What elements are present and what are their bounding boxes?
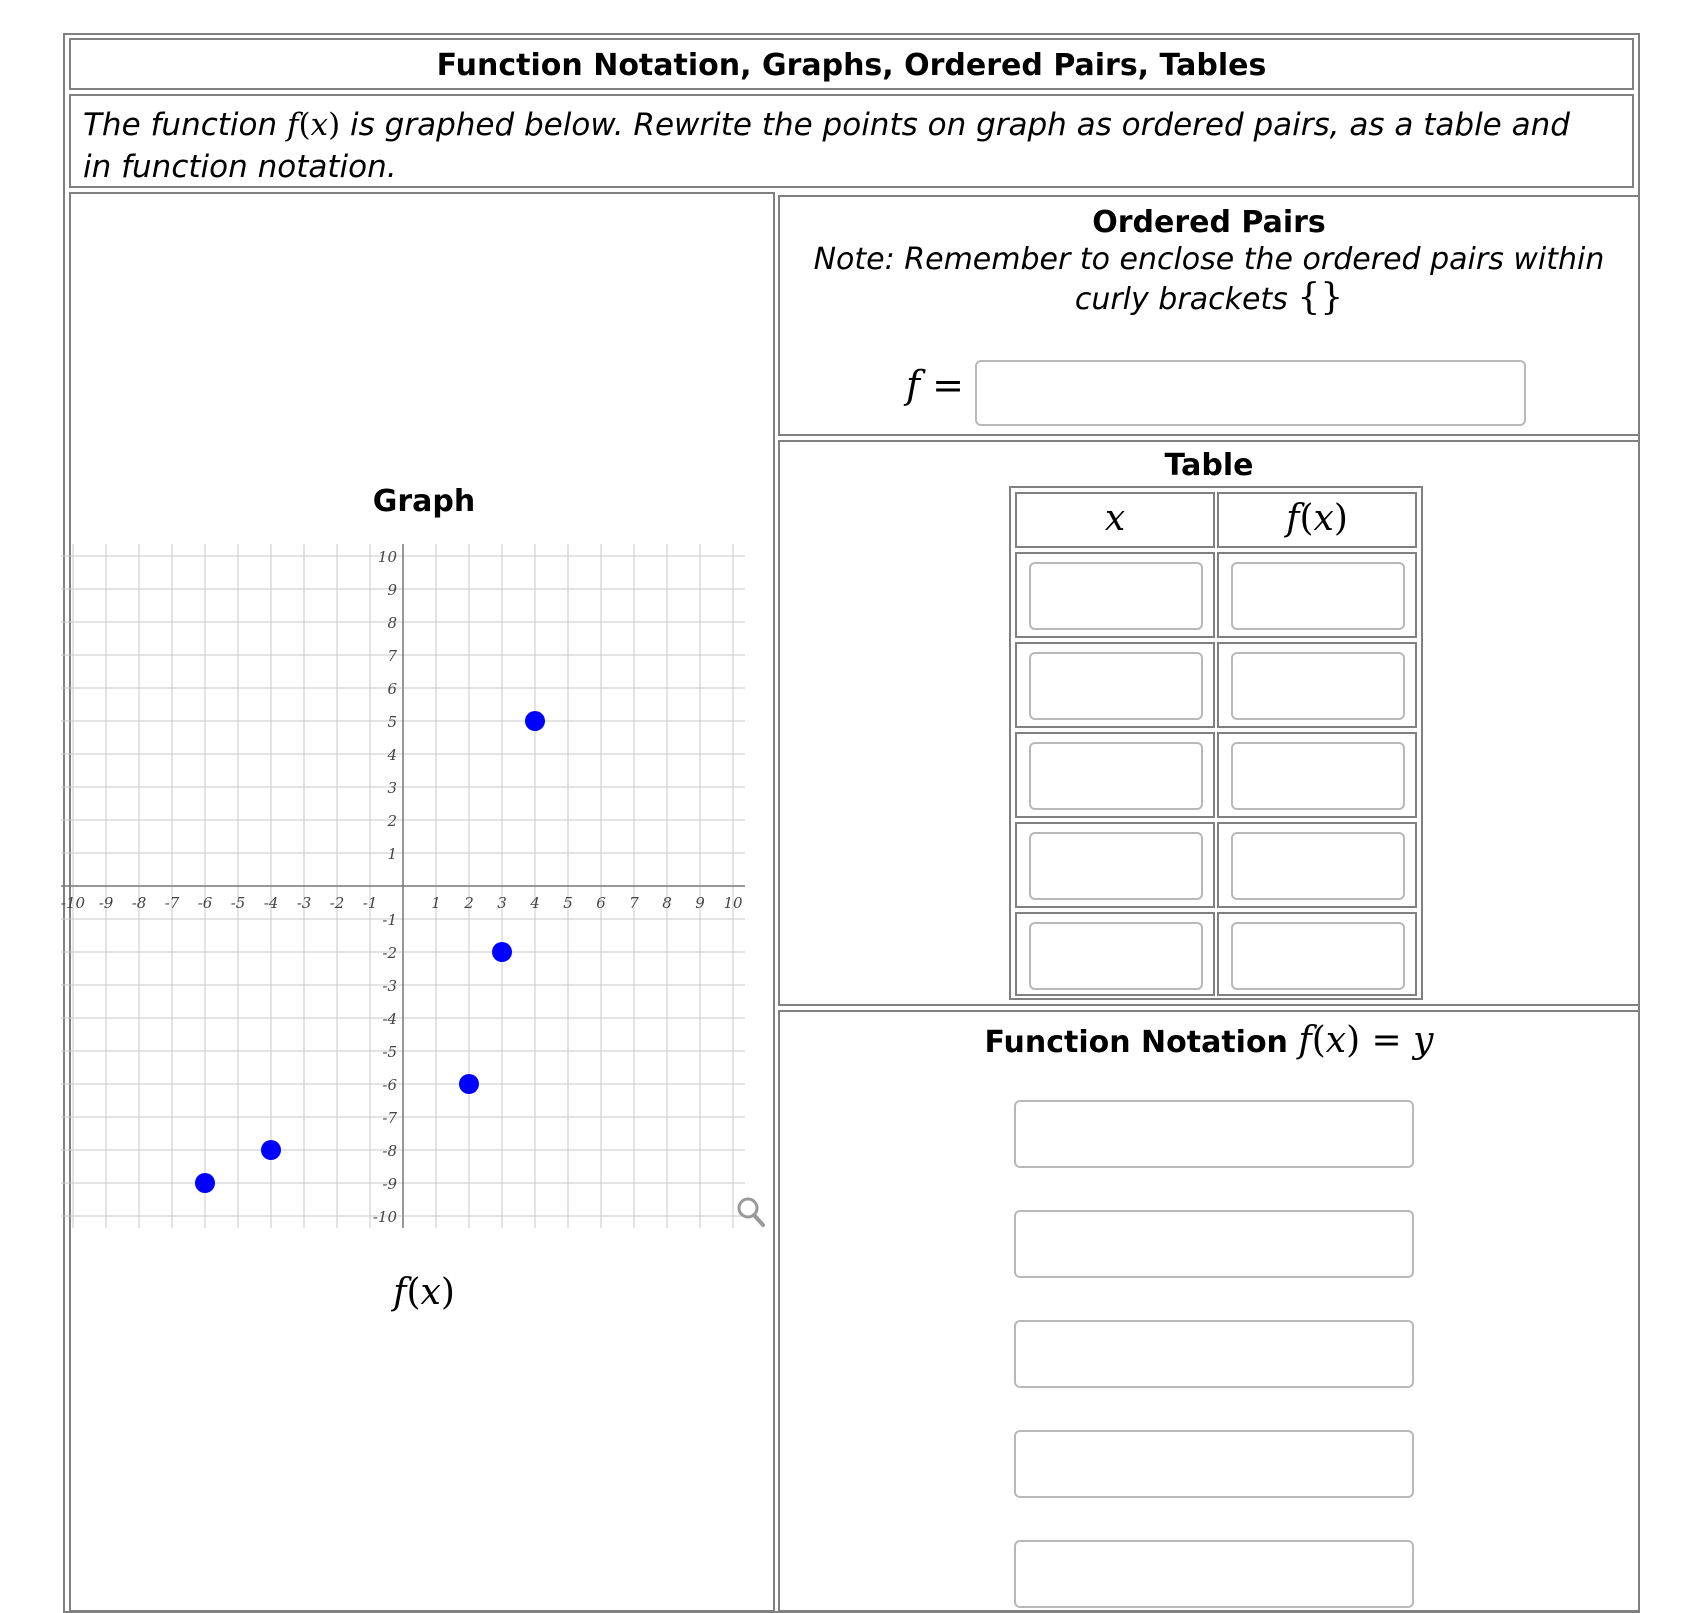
caption-open: ( — [406, 1272, 421, 1313]
table-header-x — [1015, 492, 1215, 548]
x-tick-label: -8 — [131, 894, 147, 912]
data-point — [459, 1074, 479, 1094]
table-row — [1015, 642, 1215, 728]
prompt-before: The function — [83, 107, 287, 143]
y-tick-label: 10 — [377, 548, 397, 566]
ordered-pairs-title: Ordered Pairs — [1092, 205, 1326, 240]
prompt-func: f — [287, 107, 299, 143]
prompt-cell — [69, 94, 1634, 188]
prompt-math — [287, 107, 340, 143]
graph-cell — [60, 192, 775, 1612]
prompt-var: x — [310, 107, 329, 143]
ordered-pairs-input[interactable] — [975, 360, 1526, 426]
x-tick-label: -5 — [230, 894, 246, 912]
table-row — [1217, 642, 1417, 728]
caption-func: f — [393, 1272, 407, 1313]
ordered-pairs-label — [906, 363, 964, 407]
x-tick-label: -4 — [263, 894, 279, 912]
y-tick-label: -8 — [382, 1142, 397, 1160]
table-row — [1217, 822, 1417, 908]
table-fx-input[interactable] — [1231, 742, 1405, 810]
prompt-after: is graphed below. Rewrite the points on graph as ordered pairs, as a table and in function notation. — [83, 107, 1570, 185]
table-row — [1217, 732, 1417, 818]
table-x-input[interactable] — [1029, 652, 1203, 720]
label-f: f — [906, 363, 921, 407]
prompt-close: ) — [328, 107, 341, 143]
page-title: Function Notation, Graphs, Ordered Pairs, Tables — [436, 48, 1267, 83]
header-fx-close: ) — [1333, 498, 1348, 539]
y-tick-label: -1 — [382, 911, 397, 929]
table-title: Table — [1164, 448, 1254, 483]
table-x-input[interactable] — [1029, 562, 1203, 630]
y-tick-label: 8 — [387, 614, 397, 632]
y-tick-label: 1 — [387, 845, 397, 863]
title-cell — [69, 38, 1634, 90]
x-tick-label: -1 — [362, 894, 378, 912]
y-tick-label: 3 — [387, 779, 397, 797]
ordered-pairs-cell — [778, 195, 1640, 436]
function-notation-title — [780, 1020, 1638, 1061]
function-notation-input[interactable] — [1014, 1320, 1414, 1388]
y-tick-label: 9 — [387, 581, 397, 599]
table-row — [1015, 822, 1215, 908]
y-tick-label: -3 — [382, 977, 397, 995]
table-header-fx — [1217, 492, 1417, 548]
x-tick-label: 7 — [629, 894, 639, 912]
x-tick-label: 8 — [662, 894, 672, 912]
table-cell — [778, 440, 1640, 1006]
fn-var: x — [1325, 1020, 1347, 1061]
magnifier-icon[interactable] — [739, 1199, 763, 1225]
fn-func: f — [1298, 1020, 1312, 1061]
x-tick-label: -3 — [296, 894, 312, 912]
x-tick-label: 4 — [530, 894, 540, 912]
prompt-text — [83, 104, 1602, 188]
table-fx-input[interactable] — [1231, 562, 1405, 630]
y-tick-label: 4 — [387, 746, 397, 764]
note-line2: curly brackets — [1074, 282, 1288, 317]
x-tick-label: 2 — [464, 894, 474, 912]
x-tick-label: 1 — [431, 894, 441, 912]
data-point — [525, 711, 545, 731]
x-tick-label: 3 — [497, 894, 507, 912]
x-tick-label: 6 — [596, 894, 606, 912]
x-tick-label: -2 — [329, 894, 345, 912]
note-line1: Note: Remember to enclose the ordered pairs within — [813, 242, 1605, 277]
fn-close: ) — [1346, 1020, 1361, 1061]
header-fx-var: x — [1313, 498, 1334, 539]
fn-equals: = — [1360, 1020, 1414, 1061]
header-fx-open: ( — [1299, 498, 1314, 539]
y-tick-label: -10 — [372, 1208, 397, 1226]
table-x-input[interactable] — [1029, 922, 1203, 990]
x-tick-label: -6 — [197, 894, 213, 912]
header-x-text: x — [1104, 498, 1126, 539]
value-table — [1009, 486, 1423, 1000]
table-row — [1015, 912, 1215, 996]
prompt-open: ( — [298, 107, 311, 143]
curly-brackets: {} — [1297, 277, 1344, 318]
y-tick-label: 5 — [387, 713, 397, 731]
y-tick-label: -9 — [382, 1175, 397, 1193]
x-tick-label: 5 — [563, 894, 573, 912]
data-point — [195, 1173, 215, 1193]
y-tick-label: 6 — [387, 680, 397, 698]
y-tick-label: -4 — [382, 1010, 397, 1028]
table-x-input[interactable] — [1029, 832, 1203, 900]
header-fx-func: f — [1286, 498, 1300, 539]
graph-title: Graph — [372, 484, 476, 519]
graph-caption — [71, 1272, 777, 1313]
caption-var: x — [420, 1272, 441, 1313]
table-fx-input[interactable] — [1231, 652, 1405, 720]
function-notation-input[interactable] — [1014, 1210, 1414, 1278]
x-tick-label: -9 — [98, 894, 114, 912]
caption-close: ) — [440, 1272, 455, 1313]
function-notation-input[interactable] — [1014, 1540, 1414, 1608]
label-equals: = — [932, 363, 965, 407]
table-row — [1217, 552, 1417, 638]
table-row — [1015, 552, 1215, 638]
table-row — [1217, 912, 1417, 996]
fn-open: ( — [1311, 1020, 1326, 1061]
function-notation-cell — [778, 1010, 1640, 1612]
ordered-pairs-note — [780, 241, 1638, 319]
data-point — [492, 942, 512, 962]
table-fx-input[interactable] — [1231, 922, 1405, 990]
x-tick-label: 10 — [723, 894, 743, 912]
x-tick-label: -7 — [164, 894, 180, 912]
coordinate-graph[interactable] — [60, 548, 771, 1245]
table-row — [1015, 732, 1215, 818]
data-point — [261, 1140, 281, 1160]
fn-title-text: Function Notation — [984, 1025, 1288, 1060]
y-tick-label: -7 — [382, 1109, 397, 1127]
y-tick-label: -5 — [382, 1043, 397, 1061]
fn-y: y — [1413, 1020, 1434, 1061]
y-tick-label: -2 — [382, 944, 397, 962]
y-tick-label: 7 — [387, 647, 397, 665]
x-tick-label: 9 — [695, 894, 705, 912]
function-notation-input[interactable] — [1014, 1100, 1414, 1168]
x-tick-label: -10 — [60, 894, 86, 912]
function-notation-input[interactable] — [1014, 1430, 1414, 1498]
table-fx-input[interactable] — [1231, 832, 1405, 900]
table-x-input[interactable] — [1029, 742, 1203, 810]
y-tick-label: 2 — [387, 812, 397, 830]
y-tick-label: -6 — [382, 1076, 397, 1094]
